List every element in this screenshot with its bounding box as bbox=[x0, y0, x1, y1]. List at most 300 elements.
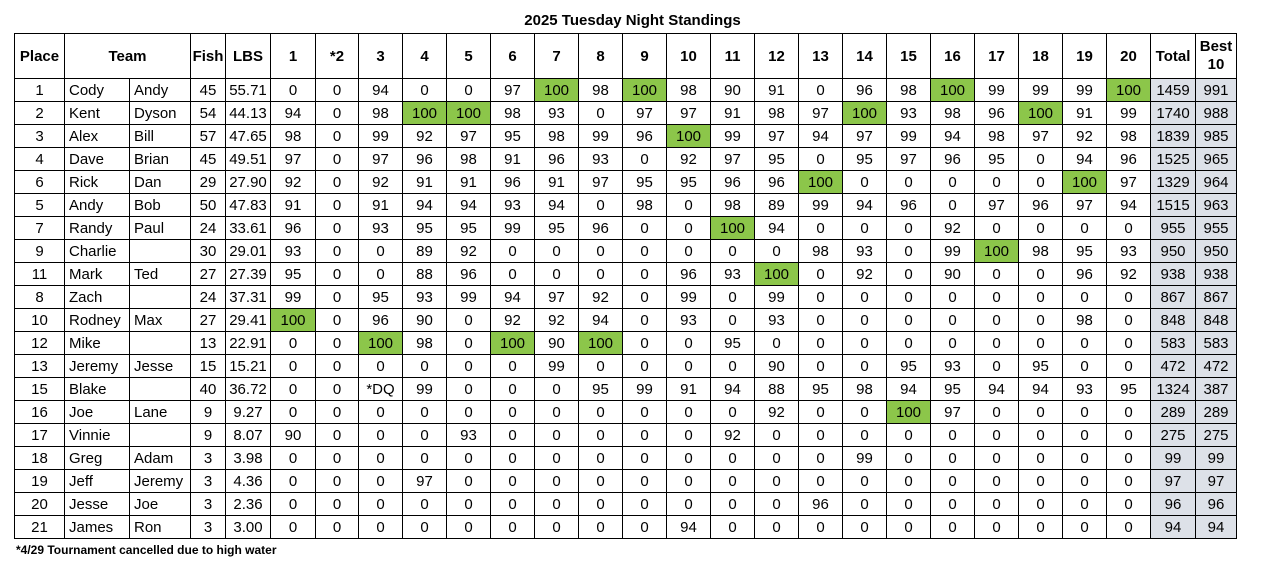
team-name-1: Jesse bbox=[65, 493, 130, 516]
table-row bbox=[15, 263, 1237, 286]
lbs-cell: 36.72 bbox=[226, 378, 271, 401]
team-name-2 bbox=[130, 378, 191, 401]
score-cell: 0 bbox=[975, 309, 1019, 332]
best10-cell: 99 bbox=[1196, 447, 1237, 470]
score-cell: 99 bbox=[623, 378, 667, 401]
score-cell: 98 bbox=[403, 332, 447, 355]
score-cell: 96 bbox=[623, 125, 667, 148]
score-cell: 0 bbox=[316, 447, 359, 470]
score-cell: 93 bbox=[887, 102, 931, 125]
score-cell: 99 bbox=[1063, 79, 1107, 102]
score-cell: 95 bbox=[623, 171, 667, 194]
score-cell: 98 bbox=[579, 79, 623, 102]
score-cell: 90 bbox=[931, 263, 975, 286]
lbs-cell: 8.07 bbox=[226, 424, 271, 447]
score-cell: 92 bbox=[1063, 125, 1107, 148]
total-cell: 1839 bbox=[1151, 125, 1196, 148]
score-cell: 0 bbox=[887, 240, 931, 263]
score-cell: 0 bbox=[579, 263, 623, 286]
score-cell: 97 bbox=[1019, 125, 1063, 148]
score-cell: 100 bbox=[887, 401, 931, 424]
score-cell: 99 bbox=[491, 217, 535, 240]
score-cell: 97 bbox=[975, 194, 1019, 217]
score-cell: 89 bbox=[755, 194, 799, 217]
score-cell: 0 bbox=[1019, 217, 1063, 240]
header-cell: 9 bbox=[623, 34, 667, 79]
score-cell: 93 bbox=[447, 424, 491, 447]
score-cell: 0 bbox=[316, 355, 359, 378]
best10-cell: 991 bbox=[1196, 79, 1237, 102]
fish-cell: 40 bbox=[191, 378, 226, 401]
score-cell: 0 bbox=[1063, 516, 1107, 539]
header-cell: Team bbox=[65, 34, 191, 79]
total-cell: 1740 bbox=[1151, 102, 1196, 125]
score-cell: 0 bbox=[535, 378, 579, 401]
score-cell: 96 bbox=[271, 217, 316, 240]
score-cell: 97 bbox=[887, 148, 931, 171]
score-cell: 0 bbox=[667, 470, 711, 493]
score-cell: 93 bbox=[1107, 240, 1151, 263]
score-cell: 0 bbox=[1063, 355, 1107, 378]
table-row bbox=[15, 516, 1237, 539]
table-row bbox=[15, 102, 1237, 125]
score-cell: 96 bbox=[1019, 194, 1063, 217]
place-cell: 7 bbox=[15, 217, 65, 240]
score-cell: 0 bbox=[887, 286, 931, 309]
score-cell: 98 bbox=[623, 194, 667, 217]
score-cell: 0 bbox=[931, 286, 975, 309]
lbs-cell: 15.21 bbox=[226, 355, 271, 378]
score-cell: 95 bbox=[843, 148, 887, 171]
table-row bbox=[15, 125, 1237, 148]
table-row bbox=[15, 332, 1237, 355]
score-cell: 93 bbox=[667, 309, 711, 332]
place-cell: 8 bbox=[15, 286, 65, 309]
score-cell: 0 bbox=[535, 240, 579, 263]
score-cell: 0 bbox=[579, 355, 623, 378]
score-cell: 0 bbox=[667, 401, 711, 424]
score-cell: 0 bbox=[316, 125, 359, 148]
score-cell: 94 bbox=[403, 194, 447, 217]
score-cell: 91 bbox=[359, 194, 403, 217]
score-cell: 0 bbox=[1107, 355, 1151, 378]
score-cell: 91 bbox=[1063, 102, 1107, 125]
score-cell: 0 bbox=[1019, 171, 1063, 194]
fish-cell: 13 bbox=[191, 332, 226, 355]
score-cell: 0 bbox=[975, 171, 1019, 194]
score-cell: 99 bbox=[1019, 79, 1063, 102]
total-cell: 1324 bbox=[1151, 378, 1196, 401]
best10-cell: 950 bbox=[1196, 240, 1237, 263]
score-cell: 0 bbox=[579, 194, 623, 217]
team-name-2: Dyson bbox=[130, 102, 191, 125]
score-cell: 0 bbox=[316, 470, 359, 493]
team-name-2: Bill bbox=[130, 125, 191, 148]
score-cell: 0 bbox=[931, 516, 975, 539]
team-name-1: Joe bbox=[65, 401, 130, 424]
score-cell: 0 bbox=[271, 355, 316, 378]
score-cell: 92 bbox=[755, 401, 799, 424]
score-cell: 97 bbox=[931, 401, 975, 424]
score-cell: 94 bbox=[579, 309, 623, 332]
lbs-cell: 55.71 bbox=[226, 79, 271, 102]
score-cell: 100 bbox=[931, 79, 975, 102]
score-cell: 94 bbox=[1107, 194, 1151, 217]
best10-cell: 94 bbox=[1196, 516, 1237, 539]
score-cell: 0 bbox=[271, 401, 316, 424]
score-cell: 98 bbox=[359, 102, 403, 125]
total-cell: 472 bbox=[1151, 355, 1196, 378]
total-cell: 96 bbox=[1151, 493, 1196, 516]
score-cell: 0 bbox=[403, 447, 447, 470]
score-cell: 0 bbox=[623, 148, 667, 171]
score-cell: 0 bbox=[711, 516, 755, 539]
score-cell: 96 bbox=[447, 263, 491, 286]
team-name-1: Randy bbox=[65, 217, 130, 240]
score-cell: 100 bbox=[1019, 102, 1063, 125]
score-cell: 0 bbox=[316, 493, 359, 516]
lbs-cell: 9.27 bbox=[226, 401, 271, 424]
score-cell: 93 bbox=[271, 240, 316, 263]
score-cell: 0 bbox=[711, 401, 755, 424]
header-cell: 4 bbox=[403, 34, 447, 79]
score-cell: 0 bbox=[975, 332, 1019, 355]
score-cell: 94 bbox=[271, 102, 316, 125]
place-cell: 17 bbox=[15, 424, 65, 447]
team-name-2: Joe bbox=[130, 493, 191, 516]
score-cell: 0 bbox=[359, 263, 403, 286]
score-cell: 0 bbox=[711, 493, 755, 516]
score-cell: 92 bbox=[1107, 263, 1151, 286]
score-cell: 0 bbox=[623, 470, 667, 493]
score-cell: 92 bbox=[535, 309, 579, 332]
score-cell: 98 bbox=[1019, 240, 1063, 263]
score-cell: 0 bbox=[711, 470, 755, 493]
score-cell: 91 bbox=[755, 79, 799, 102]
table-row bbox=[15, 424, 1237, 447]
team-name-1: Cody bbox=[65, 79, 130, 102]
score-cell: 95 bbox=[359, 286, 403, 309]
place-cell: 3 bbox=[15, 125, 65, 148]
score-cell: 96 bbox=[843, 79, 887, 102]
total-cell: 1525 bbox=[1151, 148, 1196, 171]
score-cell: 92 bbox=[667, 148, 711, 171]
fish-cell: 54 bbox=[191, 102, 226, 125]
table-row bbox=[15, 217, 1237, 240]
score-cell: 0 bbox=[271, 470, 316, 493]
team-name-1: Jeff bbox=[65, 470, 130, 493]
score-cell: 0 bbox=[887, 470, 931, 493]
score-cell: 0 bbox=[1063, 332, 1107, 355]
score-cell: 98 bbox=[975, 125, 1019, 148]
score-cell: 0 bbox=[447, 516, 491, 539]
score-cell: 99 bbox=[579, 125, 623, 148]
score-cell: 97 bbox=[1063, 194, 1107, 217]
score-cell: 92 bbox=[579, 286, 623, 309]
best10-cell: 965 bbox=[1196, 148, 1237, 171]
score-cell: 93 bbox=[931, 355, 975, 378]
team-name-1: Rick bbox=[65, 171, 130, 194]
total-cell: 1459 bbox=[1151, 79, 1196, 102]
score-cell: 98 bbox=[491, 102, 535, 125]
score-cell: 0 bbox=[535, 263, 579, 286]
team-name-1: Charlie bbox=[65, 240, 130, 263]
lbs-cell: 27.39 bbox=[226, 263, 271, 286]
score-cell: 0 bbox=[1107, 493, 1151, 516]
place-cell: 12 bbox=[15, 332, 65, 355]
score-cell: 0 bbox=[316, 424, 359, 447]
score-cell: 0 bbox=[975, 401, 1019, 424]
score-cell: 91 bbox=[667, 378, 711, 401]
score-cell: 99 bbox=[447, 286, 491, 309]
score-cell: 0 bbox=[931, 470, 975, 493]
team-name-2: Paul bbox=[130, 217, 191, 240]
score-cell: 0 bbox=[623, 516, 667, 539]
score-cell: 100 bbox=[403, 102, 447, 125]
table-row bbox=[15, 378, 1237, 401]
score-cell: 0 bbox=[579, 470, 623, 493]
score-cell: 96 bbox=[1063, 263, 1107, 286]
lbs-cell: 2.36 bbox=[226, 493, 271, 516]
score-cell: 0 bbox=[755, 470, 799, 493]
score-cell: 0 bbox=[1063, 470, 1107, 493]
score-cell: 0 bbox=[1019, 286, 1063, 309]
score-cell: 0 bbox=[755, 424, 799, 447]
score-cell: 98 bbox=[535, 125, 579, 148]
fish-cell: 57 bbox=[191, 125, 226, 148]
score-cell: 91 bbox=[535, 171, 579, 194]
score-cell: 98 bbox=[711, 194, 755, 217]
score-cell: 0 bbox=[403, 424, 447, 447]
score-cell: 0 bbox=[799, 447, 843, 470]
score-cell: 94 bbox=[887, 378, 931, 401]
fish-cell: 30 bbox=[191, 240, 226, 263]
score-cell: 96 bbox=[535, 148, 579, 171]
score-cell: 0 bbox=[491, 355, 535, 378]
score-cell: 0 bbox=[1019, 470, 1063, 493]
score-cell: 0 bbox=[447, 470, 491, 493]
score-cell: 97 bbox=[271, 148, 316, 171]
header-cell: *2 bbox=[316, 34, 359, 79]
best10-cell: 988 bbox=[1196, 102, 1237, 125]
fish-cell: 24 bbox=[191, 286, 226, 309]
lbs-cell: 47.83 bbox=[226, 194, 271, 217]
score-cell: 96 bbox=[755, 171, 799, 194]
score-cell: 91 bbox=[403, 171, 447, 194]
score-cell: 0 bbox=[1107, 332, 1151, 355]
score-cell: 0 bbox=[1063, 286, 1107, 309]
score-cell: 93 bbox=[579, 148, 623, 171]
score-cell: 0 bbox=[271, 79, 316, 102]
score-cell: 0 bbox=[316, 240, 359, 263]
team-name-2: Dan bbox=[130, 171, 191, 194]
team-name-2: Jesse bbox=[130, 355, 191, 378]
score-cell: 93 bbox=[359, 217, 403, 240]
score-cell: 91 bbox=[711, 102, 755, 125]
score-cell: 0 bbox=[887, 447, 931, 470]
score-cell: 0 bbox=[579, 516, 623, 539]
score-cell: 0 bbox=[535, 516, 579, 539]
score-cell: 100 bbox=[799, 171, 843, 194]
header-cell: 14 bbox=[843, 34, 887, 79]
score-cell: 0 bbox=[316, 194, 359, 217]
score-cell: 97 bbox=[403, 470, 447, 493]
score-cell: 0 bbox=[931, 171, 975, 194]
score-cell: 0 bbox=[975, 263, 1019, 286]
score-cell: 0 bbox=[931, 194, 975, 217]
score-cell: 99 bbox=[535, 355, 579, 378]
score-cell: 94 bbox=[711, 378, 755, 401]
score-cell: 88 bbox=[755, 378, 799, 401]
score-cell: 0 bbox=[931, 493, 975, 516]
score-cell: 0 bbox=[975, 447, 1019, 470]
header-cell: 8 bbox=[579, 34, 623, 79]
table-row bbox=[15, 470, 1237, 493]
score-cell: 90 bbox=[535, 332, 579, 355]
score-cell: 0 bbox=[799, 309, 843, 332]
table-row bbox=[15, 171, 1237, 194]
header-cell: 20 bbox=[1107, 34, 1151, 79]
team-name-1: Mike bbox=[65, 332, 130, 355]
score-cell: 97 bbox=[1107, 171, 1151, 194]
score-cell: 0 bbox=[623, 401, 667, 424]
score-cell: 0 bbox=[1019, 516, 1063, 539]
header-cell: 12 bbox=[755, 34, 799, 79]
score-cell: 0 bbox=[975, 516, 1019, 539]
score-cell: 0 bbox=[1063, 217, 1107, 240]
score-cell: 100 bbox=[359, 332, 403, 355]
total-cell: 275 bbox=[1151, 424, 1196, 447]
score-cell: 0 bbox=[447, 309, 491, 332]
score-cell: 100 bbox=[579, 332, 623, 355]
score-cell: 0 bbox=[316, 217, 359, 240]
score-cell: 0 bbox=[491, 516, 535, 539]
score-cell: 0 bbox=[359, 516, 403, 539]
score-cell: 100 bbox=[667, 125, 711, 148]
score-cell: 0 bbox=[359, 355, 403, 378]
header-cell: 3 bbox=[359, 34, 403, 79]
score-cell: 0 bbox=[755, 516, 799, 539]
header-row bbox=[15, 34, 1237, 79]
team-name-1: Dave bbox=[65, 148, 130, 171]
table-row bbox=[15, 309, 1237, 332]
score-cell: 90 bbox=[755, 355, 799, 378]
score-cell: 90 bbox=[403, 309, 447, 332]
score-cell: 92 bbox=[843, 263, 887, 286]
score-cell: 0 bbox=[491, 424, 535, 447]
lbs-cell: 3.00 bbox=[226, 516, 271, 539]
score-cell: 0 bbox=[843, 516, 887, 539]
score-cell: 0 bbox=[887, 171, 931, 194]
score-cell: 96 bbox=[931, 148, 975, 171]
score-cell: 0 bbox=[843, 171, 887, 194]
score-cell: 97 bbox=[711, 148, 755, 171]
total-cell: 99 bbox=[1151, 447, 1196, 470]
score-cell: 0 bbox=[667, 447, 711, 470]
score-cell: 0 bbox=[579, 424, 623, 447]
header-cell: 11 bbox=[711, 34, 755, 79]
header-cell: 13 bbox=[799, 34, 843, 79]
total-cell: 955 bbox=[1151, 217, 1196, 240]
score-cell: 100 bbox=[843, 102, 887, 125]
score-cell: 94 bbox=[667, 516, 711, 539]
place-cell: 18 bbox=[15, 447, 65, 470]
fish-cell: 29 bbox=[191, 171, 226, 194]
score-cell: 0 bbox=[1107, 516, 1151, 539]
score-cell: 100 bbox=[447, 102, 491, 125]
lbs-cell: 49.51 bbox=[226, 148, 271, 171]
score-cell: 0 bbox=[403, 401, 447, 424]
score-cell: 100 bbox=[975, 240, 1019, 263]
header-cell: 15 bbox=[887, 34, 931, 79]
score-cell: 0 bbox=[931, 447, 975, 470]
score-cell: 0 bbox=[755, 332, 799, 355]
score-cell: 0 bbox=[975, 286, 1019, 309]
score-cell: 0 bbox=[843, 309, 887, 332]
team-name-1: Mark bbox=[65, 263, 130, 286]
score-cell: 93 bbox=[491, 194, 535, 217]
score-cell: 96 bbox=[359, 309, 403, 332]
lbs-cell: 27.90 bbox=[226, 171, 271, 194]
score-cell: 95 bbox=[755, 148, 799, 171]
total-cell: 94 bbox=[1151, 516, 1196, 539]
team-name-1: Blake bbox=[65, 378, 130, 401]
score-cell: 97 bbox=[535, 286, 579, 309]
footnote: *4/29 Tournament cancelled due to high water bbox=[16, 543, 277, 557]
score-cell: 0 bbox=[359, 424, 403, 447]
place-cell: 13 bbox=[15, 355, 65, 378]
score-cell: 99 bbox=[799, 194, 843, 217]
score-cell: 94 bbox=[931, 125, 975, 148]
score-cell: 0 bbox=[799, 332, 843, 355]
score-cell: 95 bbox=[535, 217, 579, 240]
score-cell: 0 bbox=[491, 401, 535, 424]
score-cell: 0 bbox=[755, 447, 799, 470]
score-cell: 0 bbox=[403, 355, 447, 378]
place-cell: 6 bbox=[15, 171, 65, 194]
place-cell: 2 bbox=[15, 102, 65, 125]
score-cell: 0 bbox=[623, 286, 667, 309]
score-cell: 0 bbox=[316, 171, 359, 194]
score-cell: 0 bbox=[887, 424, 931, 447]
score-cell: 0 bbox=[447, 79, 491, 102]
lbs-cell: 44.13 bbox=[226, 102, 271, 125]
score-cell: 0 bbox=[711, 447, 755, 470]
place-cell: 20 bbox=[15, 493, 65, 516]
score-cell: 100 bbox=[1107, 79, 1151, 102]
score-cell: 99 bbox=[403, 378, 447, 401]
score-cell: 0 bbox=[1107, 286, 1151, 309]
score-cell: 92 bbox=[359, 171, 403, 194]
score-cell: 95 bbox=[1063, 240, 1107, 263]
score-cell: 0 bbox=[975, 493, 1019, 516]
fish-cell: 3 bbox=[191, 493, 226, 516]
score-cell: 93 bbox=[755, 309, 799, 332]
score-cell: 0 bbox=[359, 470, 403, 493]
score-cell: 92 bbox=[403, 125, 447, 148]
score-cell: 0 bbox=[535, 493, 579, 516]
score-cell: 0 bbox=[359, 401, 403, 424]
team-name-2: Jeremy bbox=[130, 470, 191, 493]
score-cell: 0 bbox=[271, 378, 316, 401]
score-cell: 100 bbox=[491, 332, 535, 355]
score-cell: 96 bbox=[887, 194, 931, 217]
score-cell: 0 bbox=[887, 516, 931, 539]
fish-cell: 9 bbox=[191, 401, 226, 424]
score-cell: 0 bbox=[1019, 401, 1063, 424]
score-cell: 98 bbox=[843, 378, 887, 401]
team-name-1: Rodney bbox=[65, 309, 130, 332]
